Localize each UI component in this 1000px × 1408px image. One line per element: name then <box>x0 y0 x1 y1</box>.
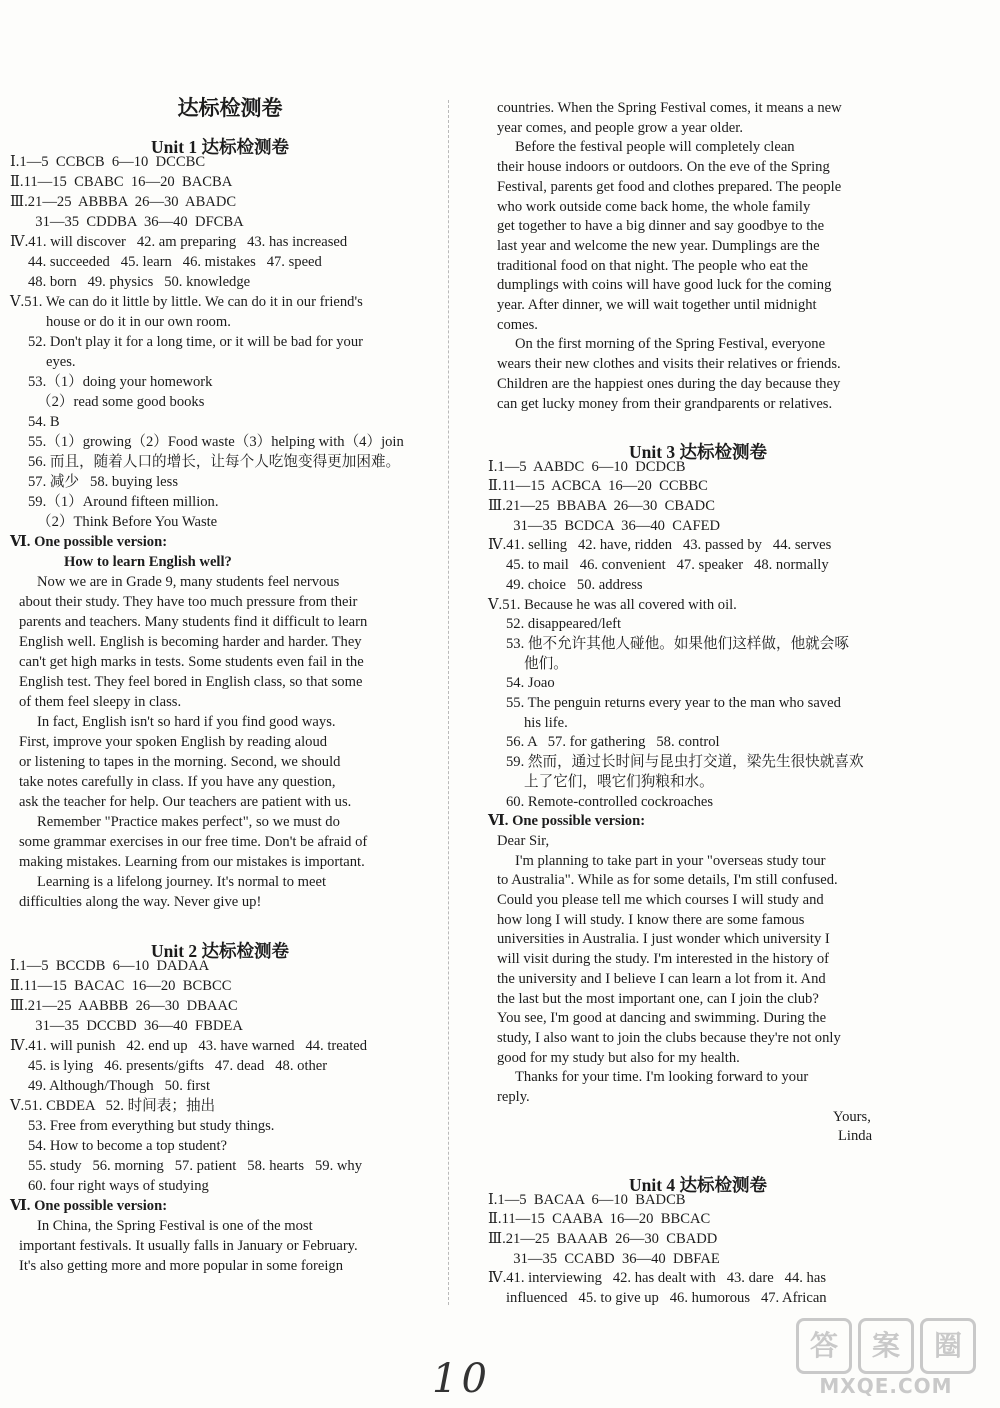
answer-line: will visit during the study. I'm interested in the history of <box>497 951 830 968</box>
answer-line: Ⅳ.41. interviewing 42. has dealt with 43. dare 44. has <box>488 1270 827 1287</box>
section-heading: Ⅵ. One possible version: <box>10 1198 168 1214</box>
answer-line: his life. <box>524 714 568 731</box>
answer-line: or listening to tapes in the morning. Second, we should <box>19 754 341 770</box>
answer-line: reply. <box>497 1089 530 1105</box>
answer-line: Ⅰ.1—5 BCCDB 6—10 DADAA <box>10 958 210 974</box>
answer-line: Ⅱ.11—15 ACBCA 16—20 CCBBC <box>488 478 708 495</box>
answer-line: Ⅳ.41. will punish 42. end up 43. have warned 44. treated <box>10 1038 368 1054</box>
answer-line: universities in Australia. I just wonder which university I <box>497 931 830 948</box>
answer-line: last year and welcome the new year. Dumplings are the <box>497 237 820 254</box>
answer-line: good for my study but also for my health. <box>497 1049 740 1066</box>
answer-line: Ⅲ.21—25 BBABA 26—30 CBADC <box>488 498 715 514</box>
answer-line: Ⅴ.51. Because he was all covered with oil. <box>488 596 737 613</box>
answer-line: how long I will study. I know there are some famous <box>497 911 805 928</box>
answer-line: 44. succeeded 45. learn 46. mistakes 47. speed <box>28 254 322 270</box>
answer-line: parents and teachers. Many students find it difficult to learn <box>19 614 368 630</box>
answer-line: some grammar exercises in our free time. Don't be afraid of <box>19 834 368 850</box>
answer-line: I'm planning to take part in your "overseas study tour <box>515 852 826 869</box>
answer-line: 55.（1）growing（2）Food waste（3）helping with（4）join <box>28 434 404 450</box>
answer-line: Ⅳ.41. selling 42. have, ridden 43. passed by 44. serves <box>488 537 832 554</box>
answer-line: Ⅰ.1—5 AABDC 6—10 DCDCB <box>488 458 686 475</box>
answer-line: You see, I'm good at dancing and swimming. During the <box>497 1010 827 1027</box>
answer-line: It's also getting more and more popular in some foreign <box>19 1258 344 1274</box>
answer-line: English test. They feel bored in English class, so that some <box>19 674 363 690</box>
answer-line: Learning is a lifelong journey. It's normal to meet <box>37 874 327 890</box>
answer-line: dumplings with coins will have good luck for the coming <box>497 277 832 294</box>
answer-line: 48. born 49. physics 50. knowledge <box>28 274 251 290</box>
answer-line: Before the festival people will completely clean <box>515 139 795 156</box>
answer-line: Remember "Practice makes perfect", so we must do <box>37 814 340 830</box>
answer-line: year. After dinner, we will wait together until midnight <box>497 297 817 313</box>
answer-line: Ⅴ.51. We can do it little by little. We can do it in our friend's <box>10 294 363 310</box>
column-divider <box>448 100 449 1305</box>
answer-line: 59. 然而，通过长时间与昆虫打交道，梁先生很快就喜欢 <box>506 754 864 771</box>
answer-line: difficulties along the way. Never give up! <box>19 894 262 910</box>
answer-line: 59.（1）Around fifteen million. <box>28 494 219 510</box>
answer-line: their house indoors or outdoors. On the eve of the Spring <box>497 159 830 176</box>
answer-line: study, I also want to join the clubs because they're not only <box>497 1029 841 1046</box>
answer-line: Children are the happiest ones during the day because they <box>497 375 841 392</box>
answer-line: Dear Sir, <box>497 832 550 849</box>
answer-line: Ⅱ.11—15 CAABA 16—20 BBCAC <box>488 1211 711 1228</box>
answer-line: can get lucky money from their grandparents or relatives. <box>497 395 833 412</box>
answer-line: Ⅲ.21—25 BAAAB 26—30 CBADD <box>488 1230 718 1247</box>
answer-line: 31—35 CDDBA 36—40 DFCBA <box>28 214 244 230</box>
answer-line: traditional food on that night. The people who eat the <box>497 257 808 274</box>
answer-line: 上了它们，喂它们狗粮和水。 <box>524 773 714 790</box>
answer-line: 52. Don't play it for a long time, or it will be bad for your <box>28 334 363 350</box>
answer-line: 31—35 CCABD 36—40 DBFAE <box>506 1250 720 1267</box>
answer-line: 31—35 BCDCA 36—40 CAFED <box>506 517 721 534</box>
answer-line: 56. 而且，随着人口的增长，让每个人吃饱变得更加困难。 <box>28 454 401 470</box>
answer-line: 55. The penguin returns every year to the man who saved <box>506 695 841 711</box>
answer-line: to Australia". While as for some details, I'm still confused. <box>497 872 838 889</box>
unit-heading: Unit 2 达标检测卷 <box>150 941 290 961</box>
answer-line: 他们。 <box>524 655 568 672</box>
answer-line: who work outside come back home, the whole family <box>497 198 811 215</box>
page-title: 达标检测卷 <box>177 96 283 120</box>
answer-line: countries. When the Spring Festival comes, it means a new <box>497 100 842 116</box>
answer-line: 55. study 56. morning 57. patient 58. hearts 59. why <box>28 1158 363 1174</box>
answer-line: 54. How to become a top student? <box>28 1138 227 1154</box>
section-heading: Ⅵ. One possible version: <box>488 813 646 830</box>
answer-line: Ⅲ.21—25 ABBBA 26—30 ABADC <box>10 194 237 210</box>
watermark-char: 答 <box>796 1318 852 1374</box>
answer-line: 53. 他不允许其他人碰他。如果他们这样做，他就会啄 <box>506 635 849 652</box>
page-number: 10 <box>432 1356 491 1402</box>
answer-line: the last but the most important one, can I join the club? <box>497 990 819 1007</box>
answer-line: 49. choice 50. address <box>506 576 643 593</box>
unit-heading: Unit 4 达标检测卷 <box>628 1174 768 1195</box>
answer-line: 31—35 DCCBD 36—40 FBDEA <box>28 1018 243 1034</box>
answer-line: year comes, and people grow a year older. <box>497 119 743 136</box>
answer-line: take notes carefully in class. If you have any question, <box>19 774 336 790</box>
answer-line: Ⅳ.41. will discover 42. am preparing 43. has increased <box>10 234 348 250</box>
answer-line: wears their new clothes and visits their relatives or friends. <box>497 356 841 373</box>
answer-line: the university and I believe I can learn a lot from it. And <box>497 970 826 987</box>
answer-line: （2）Think Before You Waste <box>37 514 218 530</box>
answer-line: 56. A 57. for gathering 58. control <box>506 734 720 751</box>
section-heading: How to learn English well? <box>64 554 232 570</box>
signature-name: Linda <box>838 1128 873 1145</box>
answer-line: of them feel sleepy in class. <box>19 694 182 710</box>
answer-line: 54. B <box>28 414 60 430</box>
unit-heading: Unit 1 达标检测卷 <box>150 137 290 157</box>
answer-line: Ⅴ.51. CBDEA 52. 时间表；抽出 <box>10 1098 216 1114</box>
answer-line: important festivals. It usually falls in January or February. <box>19 1238 358 1254</box>
answer-line: get together to have a big dinner and say goodbye to the <box>497 218 825 235</box>
answer-line: 60. Remote-controlled cockroaches <box>506 793 714 810</box>
answer-line: Ⅱ.11—15 BACAC 16—20 BCBCC <box>10 978 232 994</box>
answer-line: 45. is lying 46. presents/gifts 47. dead 48. other <box>28 1058 328 1074</box>
answer-line: Ⅰ.1—5 BACAA 6—10 BADCB <box>488 1191 686 1208</box>
answer-line: 49. Although/Though 50. first <box>28 1078 211 1094</box>
answer-line: 57. 减少 58. buying less <box>28 474 178 490</box>
section-heading: Ⅵ. One possible version: <box>10 534 168 550</box>
answer-line: about their study. They have too much pressure from their <box>19 594 358 610</box>
answer-line: house or do it in our own room. <box>46 314 231 330</box>
answer-line: First, improve your spoken English by reading aloud <box>19 734 328 750</box>
answer-line: 53.（1）doing your homework <box>28 374 213 390</box>
answer-line: making mistakes. Learning from our mistakes is important. <box>19 854 365 870</box>
answer-line: can't get high marks in tests. Some students even fail in the <box>19 654 364 670</box>
answer-line: In fact, English isn't so hard if you find good ways. <box>37 714 336 730</box>
answer-line: 54. Joao <box>506 675 555 692</box>
answer-line: Could you please tell me which courses I will study and <box>497 892 824 908</box>
answer-line: 60. four right ways of studying <box>28 1178 209 1194</box>
watermark-char: 案 <box>858 1318 914 1374</box>
answer-line: On the first morning of the Spring Festival, everyone <box>515 336 826 353</box>
answer-line: Ⅲ.21—25 AABBB 26—30 DBAAC <box>10 998 238 1014</box>
answer-line: 45. to mail 46. convenient 47. speaker 48. normally <box>506 557 829 574</box>
watermark-url: MXQE.COM <box>819 1374 953 1398</box>
answer-line: Festival, parents get food and clothes prepared. The people <box>497 178 842 195</box>
answer-line: Thanks for your time. I'm looking forward to your <box>515 1069 809 1086</box>
signature-closing: Yours, <box>833 1108 871 1125</box>
answer-line: 53. Free from everything but study things. <box>28 1118 275 1134</box>
watermark-char: 圈 <box>920 1318 976 1374</box>
answer-line: ask the teacher for help. Our teachers are patient with us. <box>19 794 352 810</box>
answer-line: In China, the Spring Festival is one of the most <box>37 1218 313 1234</box>
answer-line: （2）read some good books <box>37 394 205 410</box>
answer-line: 52. disappeared/left <box>506 616 622 633</box>
answer-line: Ⅰ.1—5 CCBCB 6—10 DCCBC <box>10 154 206 170</box>
answer-line: eyes. <box>46 354 76 370</box>
answer-line: influenced 45. to give up 46. humorous 47. African <box>506 1290 827 1306</box>
answer-line: Ⅱ.11—15 CBABC 16—20 BACBA <box>10 174 233 190</box>
watermark-logo <box>786 1318 986 1398</box>
answer-line: Now we are in Grade 9, many students feel nervous <box>37 574 340 590</box>
answer-line: comes. <box>497 316 538 333</box>
unit-heading: Unit 3 达标检测卷 <box>628 441 768 462</box>
answer-line: English well. English is becoming harder and harder. They <box>19 634 362 650</box>
